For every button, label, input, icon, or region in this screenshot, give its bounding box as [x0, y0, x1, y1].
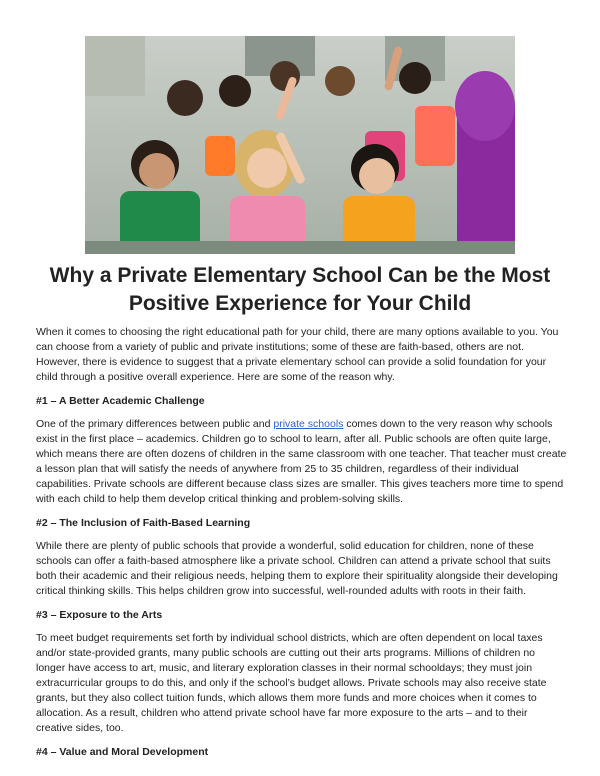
- section-heading-1: #1 – A Better Academic Challenge: [36, 395, 205, 407]
- section-1-text-after-link: comes down to the very reason why schools exist in the first place – academics. Children go to school to learn, after all. Public schools are often quite large, which means there are often dozens of children in the same classroom with one teacher. That teacher must create a lesson plan that will satisfy the needs of anywhere from 25 to 35 children, regardless of their individual capabilities. Private schools are different because class sizes are smaller. This gives teachers more time to spend with each child to help them develop critical thinking and problem-solving skills.: [36, 418, 567, 505]
- section-heading-3: #3 – Exposure to the Arts: [36, 609, 163, 621]
- section-paragraph-2: While there are plenty of public schools that provide a wonderful, solid education for children, none of these schools can offer a faith-based atmosphere like a private school. Children can attend a private school that suits both their academic and their religious needs, helping them to explore their spirituality alongside their developing critical thinking skills. This helps children grow into successful, well-rounded adults with roots in their faith.: [36, 540, 558, 597]
- private-schools-link[interactable]: private schools: [273, 418, 344, 430]
- section-heading-4: #4 – Value and Moral Development: [36, 746, 209, 758]
- hero-photo-children-classroom: [85, 36, 515, 254]
- section-paragraph-1: [36, 417, 567, 507]
- intro-paragraph: When it comes to choosing the right educational path for your child, there are many options available to you. You can choose from a variety of public and private institutions; some of these are faith-based, others are not. However, there is evidence to suggest that a private elementary school can provide a solid foundation for your child through a positive overall experience. Here are some of the reason why.: [36, 326, 559, 383]
- article-title: Why a Private Elementary School Can be the Most Positive Experience for Your Child: [49, 264, 551, 315]
- section-paragraph-3: To meet budget requirements set forth by individual school districts, which are often dependent on local taxes and/or state-provided grants, many public schools are cutting out their arts programs. Millions of children no longer have access to art, music, and literary exploration classes in their normal schooldays; they must join extracurricular groups to do this, and only if the school’s budget allows. Private schools may also receive state grants, but they also collect tuition funds, which allows them more funds and more choices when it comes to allocation. As a result, children who attend private school have far more exposure to the arts – and to their creative sides, too.: [36, 632, 547, 734]
- section-1-text-before-link: One of the primary differences between public and: [36, 418, 274, 430]
- article-body: [36, 325, 567, 768]
- classroom-photo-illustration: [85, 36, 515, 254]
- section-heading-2: #2 – The Inclusion of Faith-Based Learning: [36, 517, 251, 529]
